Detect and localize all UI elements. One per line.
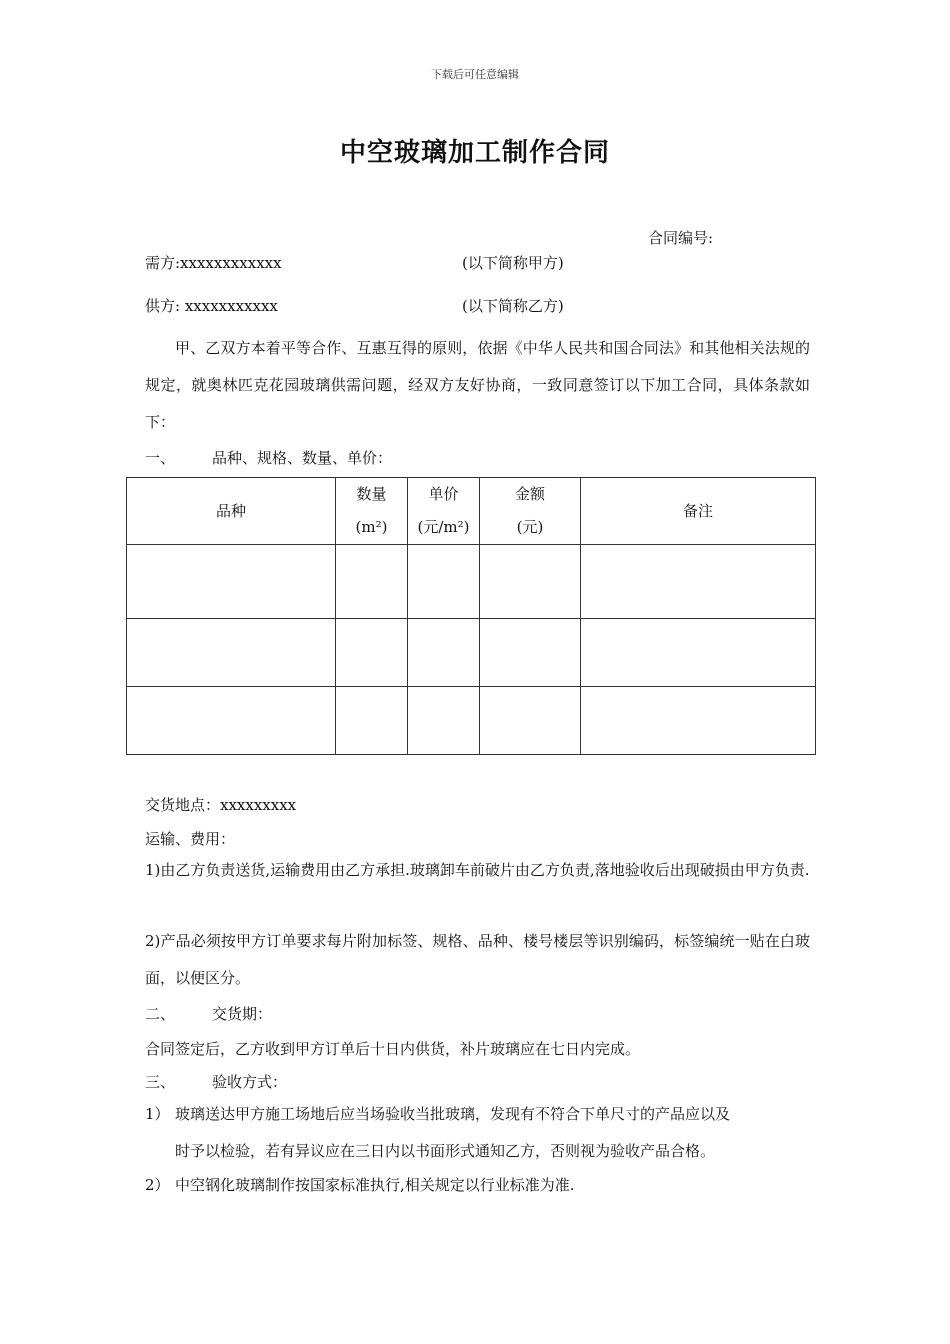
acceptance-clause-1 <box>145 1103 730 1124</box>
table-row <box>127 687 816 755</box>
section-2-number: 二、 <box>145 1005 176 1023</box>
col-unit-price-unit: (元/m²) <box>417 518 470 536</box>
section-1-title: 品种、规格、数量、单价： <box>212 449 393 467</box>
col-amount <box>480 478 581 545</box>
goods-table <box>126 477 816 755</box>
transport-title: 运输、费用： <box>145 830 236 848</box>
col-quantity <box>336 478 408 545</box>
table-cell <box>480 545 581 619</box>
page-title: 中空玻璃加工制作合同 <box>339 138 610 168</box>
col-unit-price <box>408 478 480 545</box>
table-cell <box>408 619 480 687</box>
delivery-place: 交货地点：xxxxxxxxx <box>145 796 297 814</box>
supplier-alias: (以下简称乙方) <box>462 297 564 315</box>
supplier-label: 供方: xxxxxxxxxxx <box>145 297 278 315</box>
section-1-heading <box>145 447 392 468</box>
table-cell <box>127 687 336 755</box>
table-cell <box>336 619 408 687</box>
table-row <box>127 619 816 687</box>
table-row <box>127 545 816 619</box>
header-note: 下载后可任意编辑 <box>431 68 519 81</box>
table-cell <box>581 687 816 755</box>
transport-clause-2: 2)产品必须按甲方订单要求每片附加标签、规格、品种、楼号楼层等识别编码，标签编统一贴在白玻面，以便区分。 <box>145 932 810 987</box>
table-cell <box>127 545 336 619</box>
section-3-heading <box>145 1071 287 1092</box>
delivery-term: 合同签定后，乙方收到甲方订单后十日内供货，补片玻璃应在七日内完成。 <box>145 1040 641 1058</box>
table-cell <box>127 619 336 687</box>
section-2-heading <box>145 1003 272 1024</box>
table-cell <box>336 545 408 619</box>
col-amount-label: 金额 <box>514 485 545 503</box>
table-cell <box>480 687 581 755</box>
buyer-alias: (以下简称甲方) <box>462 254 564 272</box>
acceptance-1-line-2: 时予以检验，若有异议应在三日内以书面形式通知乙方，否则视为验收产品合格。 <box>175 1142 716 1160</box>
table-cell <box>408 545 480 619</box>
col-unit-price-label: 单价 <box>428 485 459 503</box>
table-header-row <box>127 478 816 545</box>
acceptance-1-number: 1） <box>145 1105 170 1123</box>
table-cell <box>336 687 408 755</box>
col-quantity-unit: (m²) <box>355 518 388 536</box>
col-variety: 品种 <box>127 478 336 545</box>
acceptance-2-text: 中空钢化玻璃制作按国家标准执行,相关规定以行业标准为准. <box>175 1176 575 1194</box>
section-2-title: 交货期： <box>212 1005 273 1023</box>
table-cell <box>581 619 816 687</box>
acceptance-2-number: 2） <box>145 1176 170 1194</box>
table-cell <box>480 619 581 687</box>
table-cell <box>581 545 816 619</box>
section-1-number: 一、 <box>145 449 176 467</box>
intro-paragraph: 甲、乙双方本着平等合作、互惠互得的原则，依据《中华人民共和国合同法》和其他相关法规的规定，就奥林匹克花园玻璃供需问题，经双方友好协商，一致同意签订以下加工合同，具体条款如下： <box>145 339 810 431</box>
contract-number-label: 合同编号: <box>648 229 714 247</box>
acceptance-clause-2 <box>145 1174 575 1195</box>
col-remark: 备注 <box>581 478 816 545</box>
section-3-title: 验收方式： <box>212 1073 288 1091</box>
transport-clause-1: 1)由乙方负责送货,运输费用由乙方承担.玻璃卸车前破片由乙方负责,落地验收后出现破损由甲方负责. <box>145 861 810 879</box>
buyer-label: 需方:xxxxxxxxxxxx <box>145 254 282 272</box>
table-cell <box>408 687 480 755</box>
section-3-number: 三、 <box>145 1073 176 1091</box>
col-amount-unit: (元) <box>516 518 544 536</box>
acceptance-1-line-1: 玻璃送达甲方施工场地后应当场验收当批玻璃，发现有不符合下单尺寸的产品应以及 <box>175 1105 731 1123</box>
col-quantity-label: 数量 <box>356 485 387 503</box>
